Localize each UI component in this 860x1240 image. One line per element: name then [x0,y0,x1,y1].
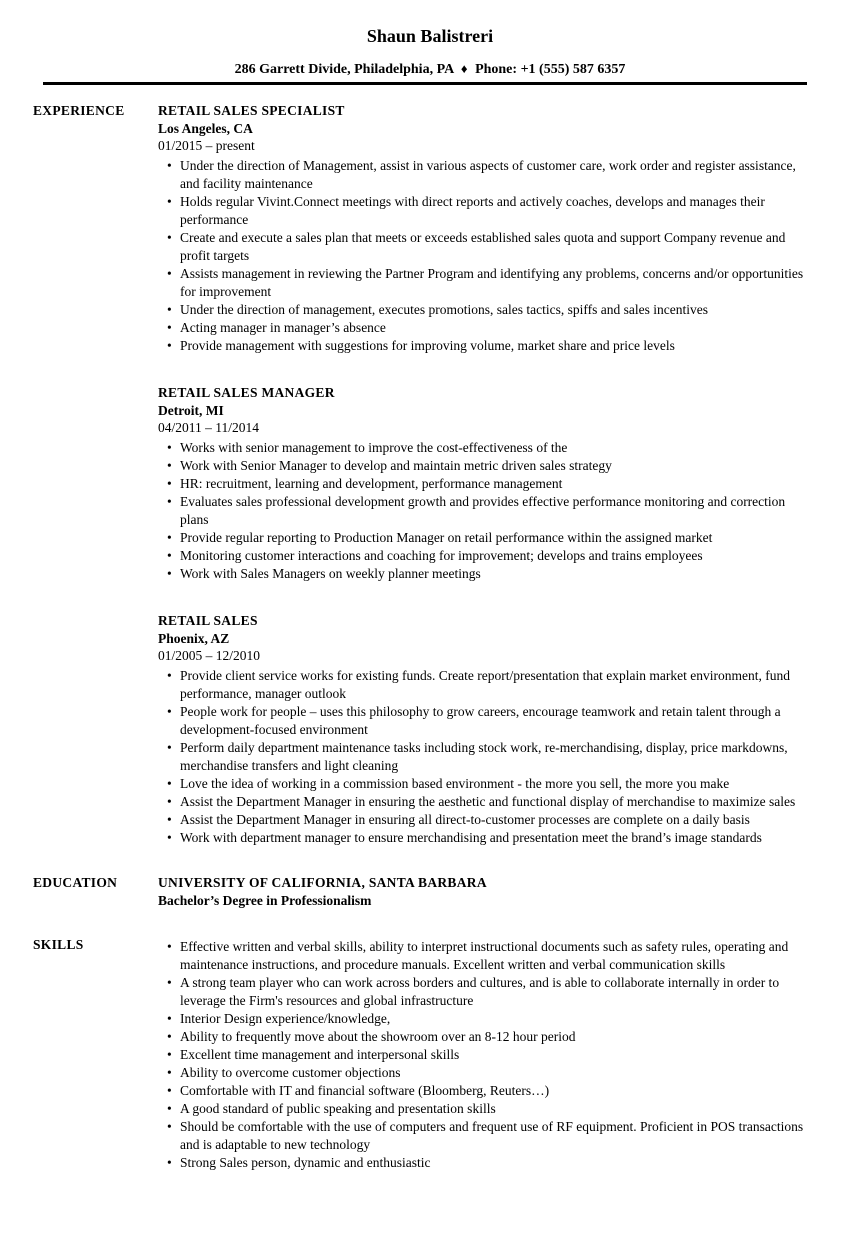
skills-section-label: SKILLS [33,937,84,952]
job-title: RETAIL SALES MANAGER [158,385,335,400]
job-title: RETAIL SALES [158,613,258,628]
bullet-item: • Assist the Department Manager in ensuring the aesthetic and functional display of merchandise to maximize sales [158,793,810,811]
experience-section [33,101,810,847]
bullet-item: • Provide regular reporting to Production Manager on retail performance within the assigned market [158,529,810,547]
job-location: Phoenix, AZ [158,631,230,646]
bullet-item: • Acting manager in manager’s absence [158,319,810,337]
job-dates: 01/2005 – 12/2010 [158,648,261,663]
bullet-item: • Works with senior management to improve the cost-effectiveness of the [158,439,810,457]
bullet-item: • Provide management with suggestions for improving volume, market share and price levels [158,337,810,355]
education-school: UNIVERSITY OF CALIFORNIA, SANTA BARBARA [158,875,487,890]
skills-section [33,935,810,1172]
education-section-label: EDUCATION [33,875,118,890]
bullet-item: • Under the direction of Management, assist in various aspects of customer care, work order and register assistance, and facility maintenance [158,157,810,193]
job-location: Los Angeles, CA [158,121,253,136]
bullet-item: • Holds regular Vivint.Connect meetings with direct reports and actively coaches, develops and manages their performance [158,193,810,229]
bullet-item: • Evaluates sales professional development growth and provides effective performance monitoring and correction plans [158,493,810,529]
bullet-item: • Comfortable with IT and financial software (Bloomberg, Reuters…) [158,1082,810,1100]
bullet-item: • Effective written and verbal skills, ability to interpret instructional documents such as safety rules, operating and maintenance instructions, and procedure manuals. Excellent written and verbal communication skills [158,938,810,974]
resume-body [0,85,860,1202]
bullet-item: • Provide client service works for existing funds. Create report/presentation that explain market environment, fund performance, manager outlook [158,667,810,703]
skills-content [158,935,810,1172]
contact-phone: Phone: +1 (555) 587 6357 [475,62,626,77]
job-entry-retail-sales-specialist [158,101,810,355]
experience-content [158,101,810,847]
bullet-item: • Under the direction of management, executes promotions, sales tactics, spiffs and sales incentives [158,301,810,319]
bullet-item: • A good standard of public speaking and presentation skills [158,1100,810,1118]
bullet-item: • Work with department manager to ensure merchandising and presentation meet the brand’s image standards [158,829,810,847]
education-degree: Bachelor’s Degree in Professionalism [158,893,372,908]
bullet-item: • Work with Sales Managers on weekly planner meetings [158,565,810,583]
job-dates: 04/2011 – 11/2014 [158,420,259,435]
education-content [158,873,810,909]
bullet-item: • Assist the Department Manager in ensuring all direct-to-customer processes are complete on a daily basis [158,811,810,829]
bullet-item: • Interior Design experience/knowledge, [158,1010,810,1028]
bullet-item: • Create and execute a sales plan that meets or exceeds established sales quota and support Company revenue and profit targets [158,229,810,265]
bullet-item: • Excellent time management and interpersonal skills [158,1046,810,1064]
job-location: Detroit, MI [158,403,224,418]
candidate-name: Shaun Balistreri [366,26,494,46]
contact-line [0,61,860,77]
job-title: RETAIL SALES SPECIALIST [158,103,345,118]
resume-header [0,26,860,85]
job-dates: 01/2015 – present [158,138,255,153]
education-section [33,873,810,909]
bullet-item: • Assists management in reviewing the Partner Program and identifying any problems, concerns and/or opportunities for improvement [158,265,810,301]
bullet-item: • People work for people – uses this philosophy to grow careers, encourage teamwork and retain talent through a development-focused environment [158,703,810,739]
job-bullet-list [158,439,810,583]
diamond-icon: ♦ [460,61,468,76]
bullet-item: • Work with Senior Manager to develop and maintain metric driven sales strategy [158,457,810,475]
bullet-item: • HR: recruitment, learning and development, performance management [158,475,810,493]
job-entry-retail-sales-manager [158,383,810,583]
bullet-item: • Monitoring customer interactions and coaching for improvement; develops and trains employees [158,547,810,565]
bullet-item: • A strong team player who can work across borders and cultures, and is able to collaborate internally in order to leverage the Firm's resources and global infrastructure [158,974,810,1010]
experience-section-label: EXPERIENCE [33,103,125,118]
bullet-item: • Should be comfortable with the use of computers and frequent use of RF equipment. Proficient in POS transactions and is adaptable to new technology [158,1118,810,1154]
contact-address: 286 Garrett Divide, Philadelphia, PA [234,62,454,77]
bullet-item: • Perform daily department maintenance tasks including stock work, re-merchandising, display, price markdowns, merchandise transfers and light cleaning [158,739,810,775]
job-bullet-list [158,157,810,355]
skills-bullet-list [158,938,810,1172]
job-entry-retail-sales [158,611,810,847]
bullet-item: • Love the idea of working in a commission based environment - the more you sell, the more you make [158,775,810,793]
job-bullet-list [158,667,810,847]
bullet-item: • Strong Sales person, dynamic and enthusiastic [158,1154,810,1172]
bullet-item: • Ability to frequently move about the showroom over an 8-12 hour period [158,1028,810,1046]
bullet-item: • Ability to overcome customer objections [158,1064,810,1082]
